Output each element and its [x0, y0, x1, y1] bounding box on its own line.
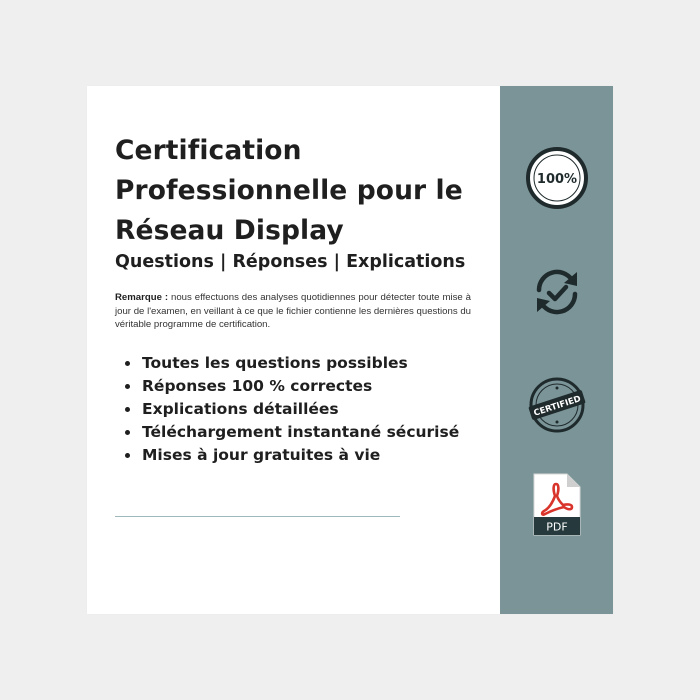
- remark-body: nous effectuons des analyses quotidiennes pour détecter toute mise à jour de l'examen, en veillant à ce que le fichier contienne les dernières questions du véritable programme de certification.: [115, 292, 471, 330]
- hundred-percent-icon: [525, 146, 589, 210]
- certified-label: CERTIFIED: [532, 394, 582, 419]
- list-item: Mises à jour gratuites à vie: [122, 444, 492, 467]
- list-item: Réponses 100 % correctes: [122, 375, 492, 398]
- sync-check-badge: [500, 260, 613, 324]
- content-panel: [87, 86, 500, 614]
- list-item: Toutes les questions possibles: [122, 352, 492, 375]
- list-item: Explications détaillées: [122, 398, 492, 421]
- certified-badge: [500, 373, 613, 437]
- icon-sidebar: [500, 86, 613, 614]
- divider: [115, 516, 400, 517]
- subtitle: Questions | Réponses | Explications: [115, 252, 466, 272]
- list-item: Téléchargement instantané sécurisé: [122, 421, 492, 444]
- page-title: Certification Professionnelle pour le Réseau Display: [115, 135, 463, 246]
- remark-text: [115, 291, 471, 332]
- pdf-label: PDF: [545, 520, 568, 534]
- feature-list: [122, 352, 492, 467]
- pdf-file-icon: [529, 472, 585, 538]
- remark-label: Remarque :: [115, 292, 169, 303]
- sync-check-icon: [525, 260, 589, 324]
- hundred-percent-badge: [500, 146, 613, 210]
- product-card: [87, 86, 613, 614]
- percent-label: 100%: [536, 172, 577, 187]
- pdf-badge: [500, 472, 613, 538]
- certified-stamp-icon: [525, 373, 589, 437]
